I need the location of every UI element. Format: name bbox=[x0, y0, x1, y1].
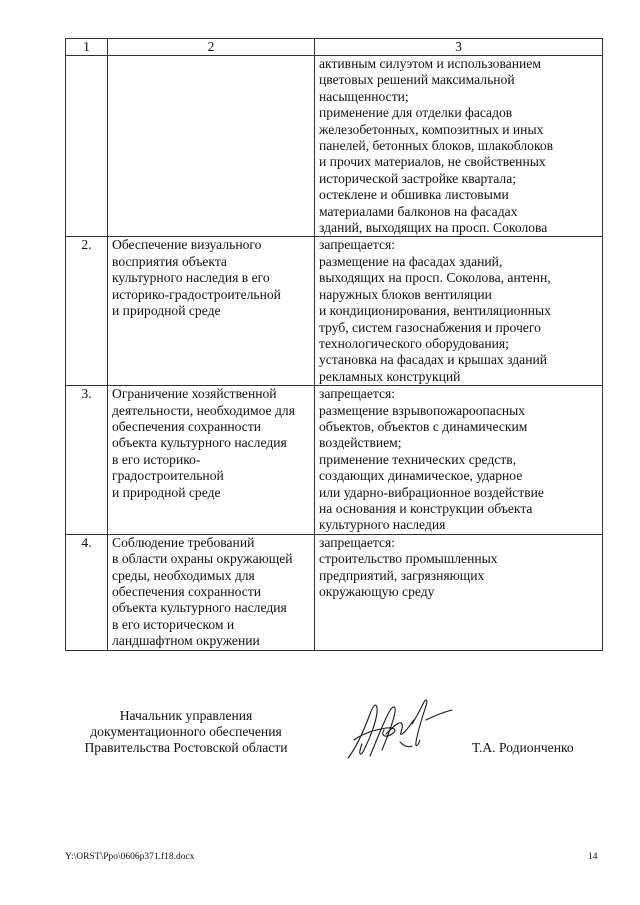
signatory-title bbox=[70, 708, 302, 757]
table-row bbox=[66, 534, 603, 650]
text-line: насыщенности; bbox=[319, 88, 409, 104]
text-line: историко-градостроительной bbox=[112, 286, 281, 302]
text-line: создающих динамическое, ударное bbox=[319, 468, 523, 484]
restriction-cell bbox=[315, 56, 603, 237]
text-line: или ударно-вибрационное воздействие bbox=[319, 484, 544, 500]
table-row bbox=[66, 237, 603, 386]
text-line: восприятия объекта bbox=[112, 253, 227, 269]
table-header-row bbox=[66, 39, 603, 56]
row-number-cell: 4. bbox=[66, 534, 108, 650]
text-line: в области охраны окружающей bbox=[112, 551, 293, 567]
text-line: запрещается: bbox=[319, 237, 396, 253]
text-line: установка на фасадах и крышах зданий bbox=[319, 352, 548, 368]
row-number-cell bbox=[66, 56, 108, 237]
row-number-cell: 2. bbox=[66, 237, 108, 386]
text-line: технологического оборудования; bbox=[319, 335, 509, 351]
text-line: в его историко- bbox=[112, 451, 201, 467]
text-line: объектов, объектов с динамическим bbox=[319, 418, 528, 434]
text-line: в его историческом и bbox=[112, 616, 235, 632]
header-col-1: 1 bbox=[66, 39, 108, 56]
header-col-3: 3 bbox=[315, 39, 603, 56]
text-line: и кондиционирования, вентиляционных bbox=[319, 303, 551, 319]
text-line: строительство промышленных bbox=[319, 551, 498, 567]
table-row bbox=[66, 386, 603, 535]
row-number-cell: 3. bbox=[66, 386, 108, 535]
text-line: размещение взрывопожароопасных bbox=[319, 402, 526, 418]
text-line: исторической застройке квартала; bbox=[319, 170, 517, 186]
restriction-cell bbox=[315, 237, 603, 386]
text-line: железобетонных, композитных и иных bbox=[319, 121, 544, 137]
signatory-name: Т.А. Родионченко bbox=[472, 740, 574, 755]
text-line: Ограничение хозяйственной bbox=[112, 386, 277, 402]
text-line: активным силуэтом и использованием bbox=[319, 56, 541, 71]
text-line: запрещается: bbox=[319, 386, 396, 402]
text-line: среды, необходимых для bbox=[112, 567, 255, 583]
restriction-cell bbox=[315, 534, 603, 650]
requirement-cell bbox=[108, 386, 315, 535]
restrictions-table bbox=[65, 38, 603, 651]
text-line: размещение на фасадах зданий, bbox=[319, 253, 503, 269]
text-line: и прочих материалов, не свойственных bbox=[319, 154, 546, 170]
text-line: деятельности, необходимое для bbox=[112, 402, 295, 418]
text-line: на основания и конструкции объекта bbox=[319, 500, 533, 516]
text-line: наружных блоков вентиляции bbox=[319, 286, 492, 302]
text-line: и природной среде bbox=[112, 484, 221, 500]
text-line: обеспечения сохранности bbox=[112, 418, 262, 434]
text-line: культурного наследия в его bbox=[112, 270, 270, 286]
text-line: применение для отделки фасадов bbox=[319, 105, 513, 121]
requirement-cell bbox=[108, 56, 315, 237]
requirement-cell bbox=[108, 237, 315, 386]
signatory-title-line: Начальник управления bbox=[119, 708, 253, 723]
restriction-cell bbox=[315, 386, 603, 535]
text-line: выходящих на просп. Соколова, антенн, bbox=[319, 270, 551, 286]
text-line: Обеспечение визуального bbox=[112, 237, 262, 253]
text-line: материалами балконов на фасадах bbox=[319, 203, 518, 219]
text-line: цветовых решений максимальной bbox=[319, 72, 515, 88]
signatory-title-line: документационного обеспечения bbox=[90, 724, 282, 740]
table-row-continuation bbox=[66, 56, 603, 237]
requirement-cell bbox=[108, 534, 315, 650]
text-line: панелей, бетонных блоков, шлакоблоков bbox=[319, 138, 554, 154]
page-number: 14 bbox=[588, 852, 598, 862]
text-line: ландшафтном окружении bbox=[112, 633, 260, 649]
text-line: окружающую среду bbox=[319, 584, 435, 599]
text-line: предприятий, загрязняющих bbox=[319, 567, 485, 583]
text-line: рекламных конструкций bbox=[319, 368, 461, 384]
text-line: зданий, выходящих на просп. Соколова bbox=[319, 220, 548, 236]
text-line: и природной среде bbox=[112, 303, 221, 319]
text-line: воздействием; bbox=[319, 435, 402, 451]
header-col-2: 2 bbox=[108, 39, 315, 56]
text-line: градостроительной bbox=[112, 468, 224, 484]
text-line: труб, систем газоснабжения и прочего bbox=[319, 319, 541, 335]
text-line: объекта культурного наследия bbox=[112, 600, 287, 616]
text-line: Соблюдение требований bbox=[112, 534, 255, 550]
handwritten-signature bbox=[340, 690, 455, 768]
text-line: применение технических средств, bbox=[319, 451, 517, 467]
footer-file-path: Y:\ORST\Ppo\0606p371.f18.docx bbox=[65, 852, 195, 862]
signatory-title-line: Правительства Ростовской области bbox=[84, 740, 288, 756]
text-line: запрещается: bbox=[319, 534, 396, 550]
text-line: остеклене и обшивка листовыми bbox=[319, 187, 509, 203]
text-line: объекта культурного наследия bbox=[112, 435, 287, 451]
text-line: культурного наследия bbox=[319, 517, 446, 533]
text-line: обеспечения сохранности bbox=[112, 584, 262, 599]
